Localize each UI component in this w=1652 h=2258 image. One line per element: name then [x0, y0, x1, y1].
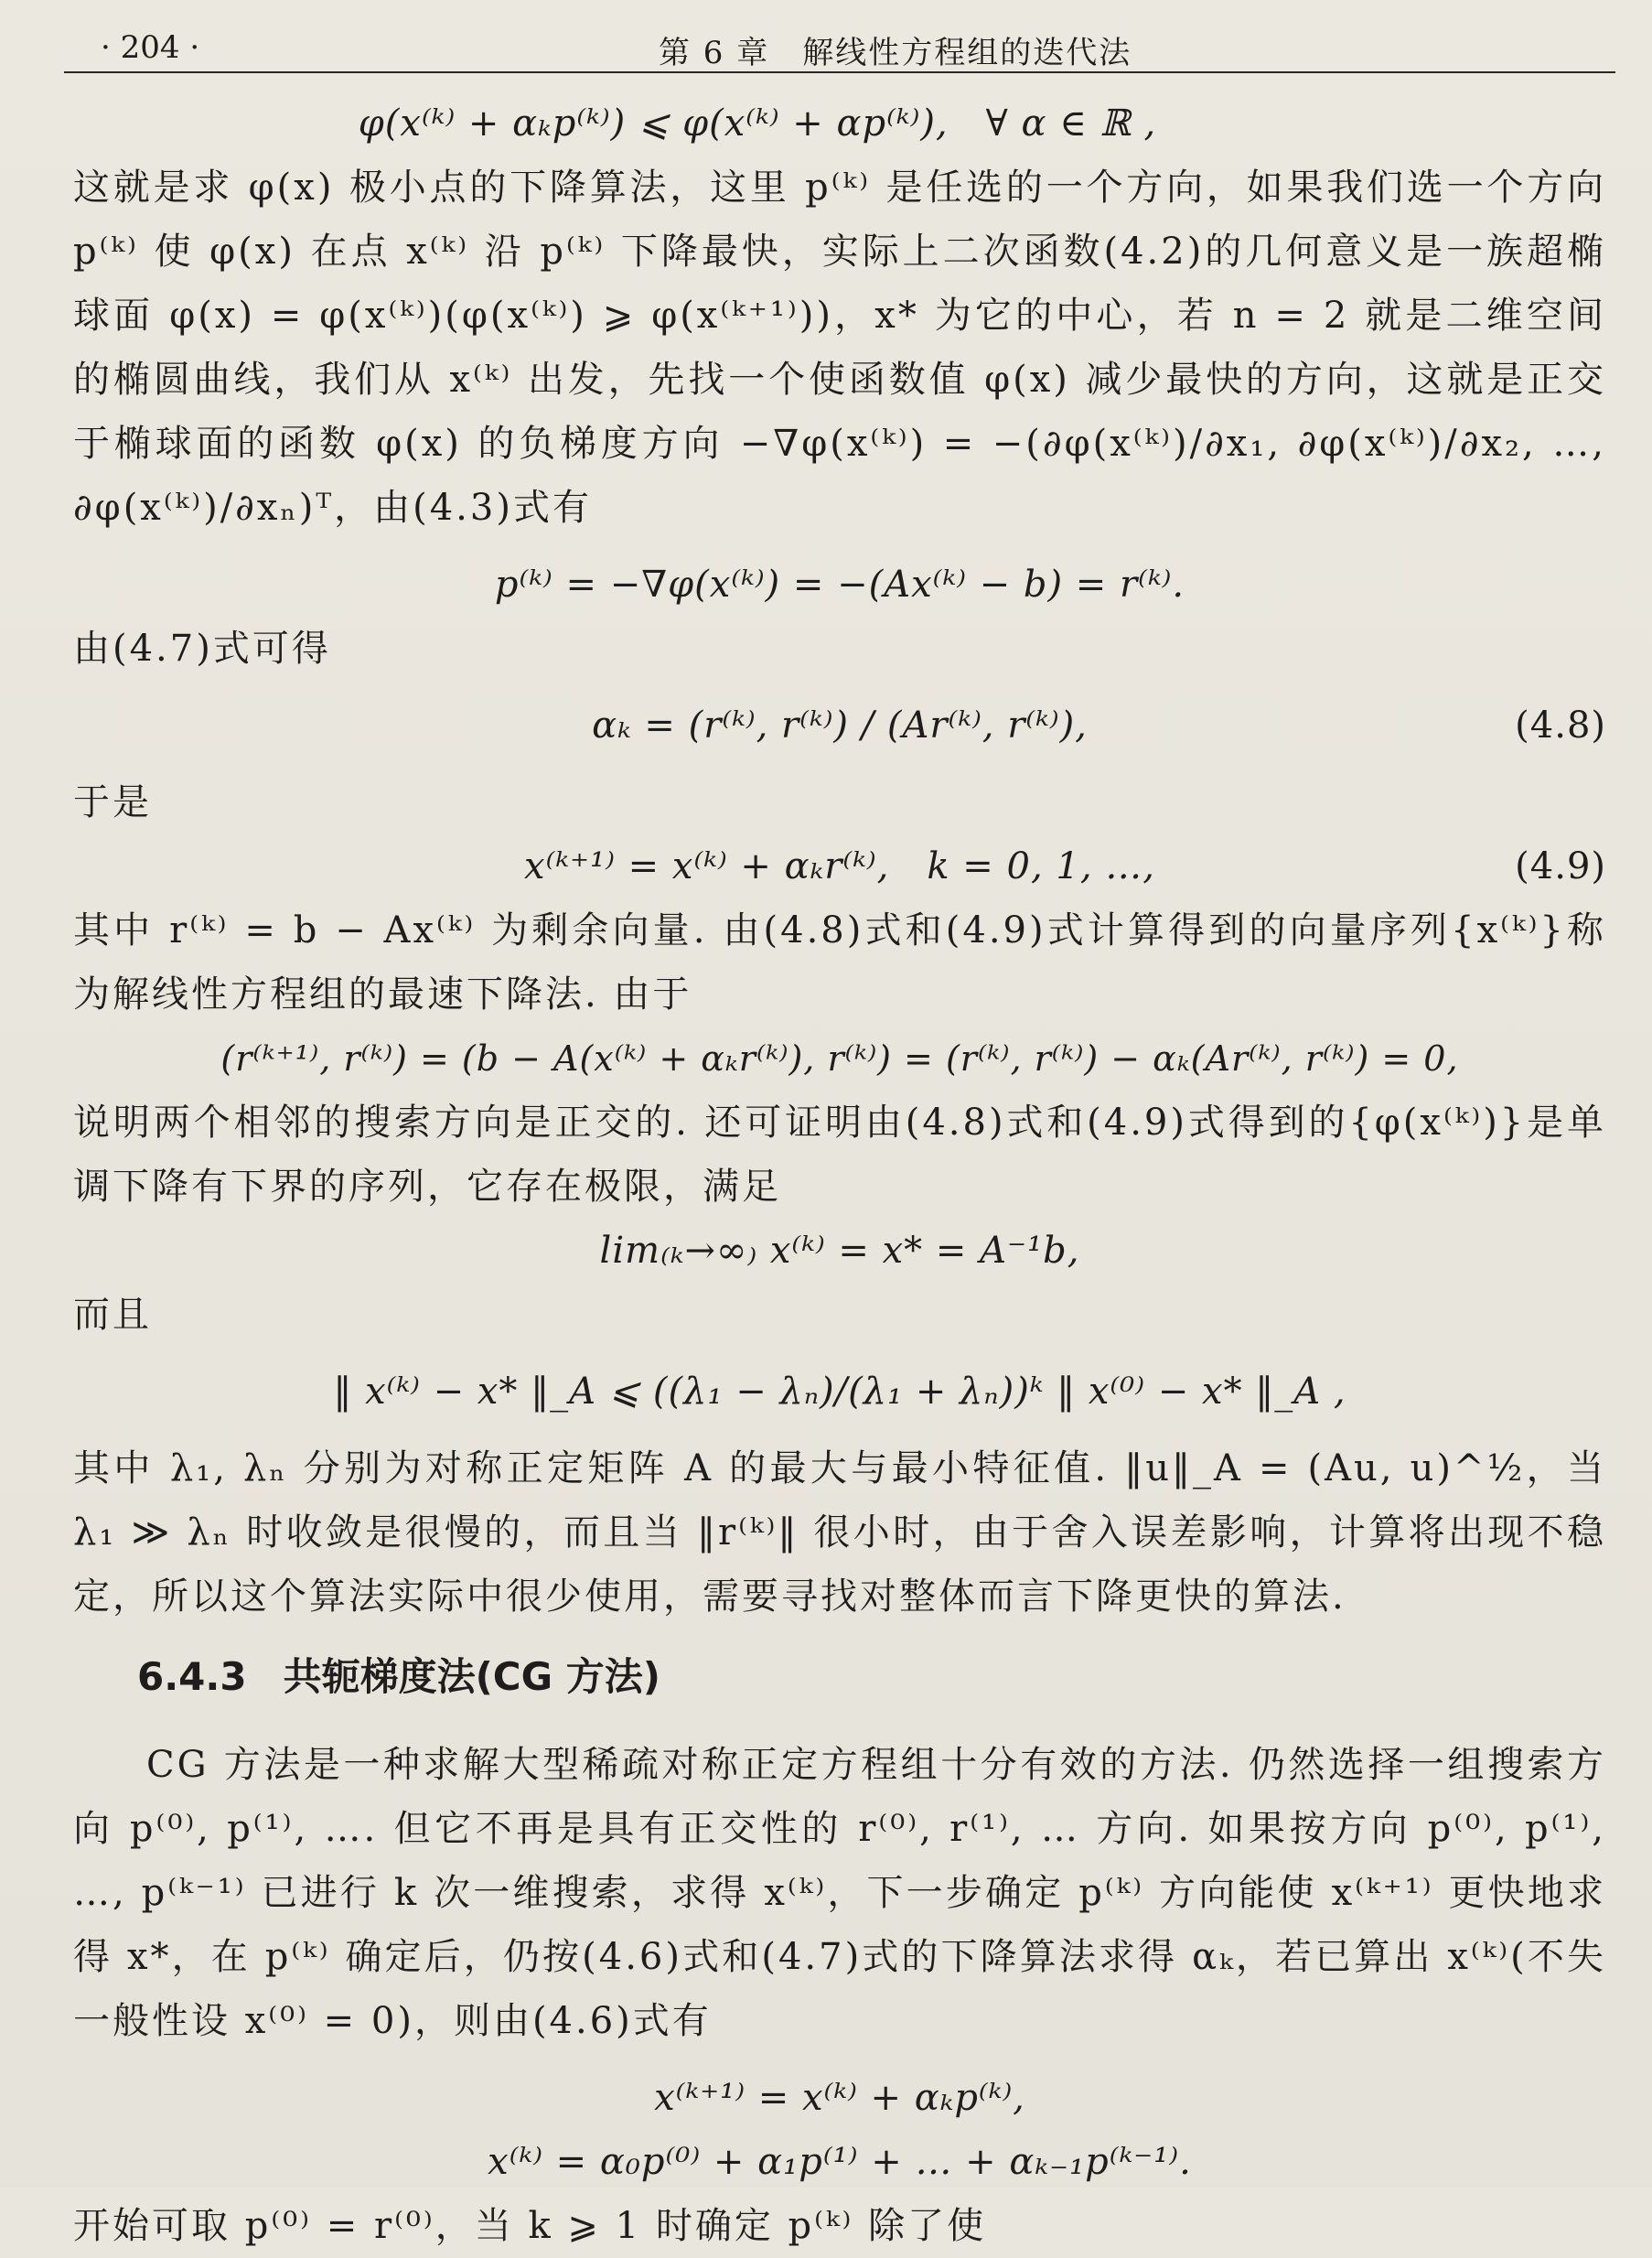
equation-gradient-residual: p⁽ᵏ⁾ = −∇φ(x⁽ᵏ⁾) = −(Ax⁽ᵏ⁾ − b) = r⁽ᵏ⁾.: [494, 564, 1185, 606]
equation-4-9: [73, 834, 1606, 898]
running-header: [64, 22, 1606, 86]
paragraph: 而且: [73, 1294, 152, 1336]
equation-number: (4.8): [1515, 704, 1606, 747]
section-number: 6.4.3: [137, 1654, 247, 1699]
paragraph: 于是: [73, 781, 152, 823]
paragraph: CG 方法是一种求解大型稀疏对称正定方程组十分有效的方法. 仍然选择一组搜索方向 p⁽⁰⁾, p⁽¹⁾, …. 但它不再是具有正交性的 r⁽⁰⁾, r⁽¹⁾, … 方向. 如果按方向 p⁽⁰⁾, p⁽¹⁾, …, p⁽ᵏ⁻¹⁾ 已进行 k 次一维搜索，求得 x⁽ᵏ⁾，下一步确定 p⁽ᵏ⁾ 方向能使 x⁽ᵏ⁺¹⁾ 更快地求得 x*，在 p⁽ᵏ⁾ 确定后，仍按(4.6)式和(4.7)式的下降算法求得 αₖ，若已算出 x⁽ᵏ⁾(不失一般性设 x⁽⁰⁾ = 0)，则由(4.6)式有: [73, 1744, 1606, 2042]
equation-body: αₖ = (r⁽ᵏ⁾, r⁽ᵏ⁾) / (Ar⁽ᵏ⁾, r⁽ᵏ⁾),: [592, 704, 1088, 747]
equation-cg-expansion: x⁽ᵏ⁾ = α₀p⁽⁰⁾ + α₁p⁽¹⁾ + … + αₖ₋₁p⁽ᵏ⁻¹⁾.: [488, 2141, 1192, 2183]
equation-limit: lim₍ₖ→∞₎ x⁽ᵏ⁾ = x* = A⁻¹b,: [599, 1230, 1080, 1272]
paragraph: 其中 λ₁, λₙ 分别为对称正定矩阵 A 的最大与最小特征值. ‖u‖_A = (Au, u)^½，当 λ₁ ≫ λₙ 时收敛是很慢的，而且当 ‖r⁽ᵏ⁾‖ 很小时，由于舍入误差影响，计算将出现不稳定，所以这个算法实际中很少使用，需要寻找对整体而言下降更快的算法.: [73, 1447, 1606, 1618]
equation-4-8: [73, 694, 1606, 758]
equation-orthogonality: (r⁽ᵏ⁺¹⁾, r⁽ᵏ⁾) = (b − A(x⁽ᵏ⁾ + αₖr⁽ᵏ⁾), r⁽ᵏ⁾) = (r⁽ᵏ⁾, r⁽ᵏ⁾) − αₖ(Ar⁽ᵏ⁾, r⁽ᵏ⁾) = 0,: [220, 1038, 1459, 1079]
equation-number: (4.9): [1515, 845, 1606, 887]
equation-error-bound: ‖ x⁽ᵏ⁾ − x* ‖_A ⩽ ((λ₁ − λₙ)/(λ₁ + λₙ))ᵏ ‖ x⁽⁰⁾ − x* ‖_A ,: [333, 1371, 1346, 1413]
equation-cg-update: x⁽ᵏ⁺¹⁾ = x⁽ᵏ⁾ + αₖp⁽ᵏ⁾,: [654, 2077, 1025, 2119]
page-number: · 204 ·: [101, 29, 200, 66]
header-rule: [64, 71, 1615, 73]
page-body: [73, 91, 1606, 2258]
paragraph: 开始可取 p⁽⁰⁾ = r⁽⁰⁾，当 k ⩾ 1 时确定 p⁽ᵏ⁾ 除了使: [73, 2205, 987, 2247]
paragraph: 说明两个相邻的搜索方向是正交的. 还可证明由(4.8)式和(4.9)式得到的{φ(x⁽ᵏ⁾)}是单调下降有下界的序列，它存在极限，满足: [73, 1102, 1606, 1208]
equation-body: x⁽ᵏ⁺¹⁾ = x⁽ᵏ⁾ + αₖr⁽ᵏ⁾, k = 0, 1, …,: [524, 845, 1155, 887]
paragraph: 这就是求 φ(x) 极小点的下降算法，这里 p⁽ᵏ⁾ 是任选的一个方向，如果我们选一个方向 p⁽ᵏ⁾ 使 φ(x) 在点 x⁽ᵏ⁾ 沿 p⁽ᵏ⁾ 下降最快，实际上二次函数(4.2)的几何意义是一族超椭球面 φ(x) = φ(x⁽ᵏ⁾)(φ(x⁽ᵏ⁾) ⩾ φ(x⁽ᵏ⁺¹⁾))，x* 为它的中心，若 n = 2 就是二维空间的椭圆曲线，我们从 x⁽ᵏ⁾ 出发，先找一个使函数值 φ(x) 减少最快的方向，这就是正交于椭球面的函数 φ(x) 的负梯度方向 −∇φ(x⁽ᵏ⁾) = −(∂φ(x⁽ᵏ⁾)/∂x₁, ∂φ(x⁽ᵏ⁾)/∂x₂, …, ∂φ(x⁽ᵏ⁾)/∂xₙ)ᵀ，由(4.3)式有: [73, 167, 1606, 529]
section-title: 共轭梯度法(CG 方法): [283, 1654, 660, 1699]
chapter-title: 第 6 章 解线性方程组的迭代法: [659, 35, 1132, 71]
paragraph: 由(4.7)式可得: [73, 628, 331, 670]
equation-descent: φ(x⁽ᵏ⁾ + αₖp⁽ᵏ⁾) ⩽ φ(x⁽ᵏ⁾ + αp⁽ᵏ⁾), ∀ α ∈ ℝ ,: [358, 102, 1157, 145]
section-heading: [137, 1645, 1606, 1709]
paragraph: 其中 r⁽ᵏ⁾ = b − Ax⁽ᵏ⁾ 为剩余向量. 由(4.8)式和(4.9)式计算得到的向量序列{x⁽ᵏ⁾}称为解线性方程组的最速下降法. 由于: [73, 909, 1606, 1016]
